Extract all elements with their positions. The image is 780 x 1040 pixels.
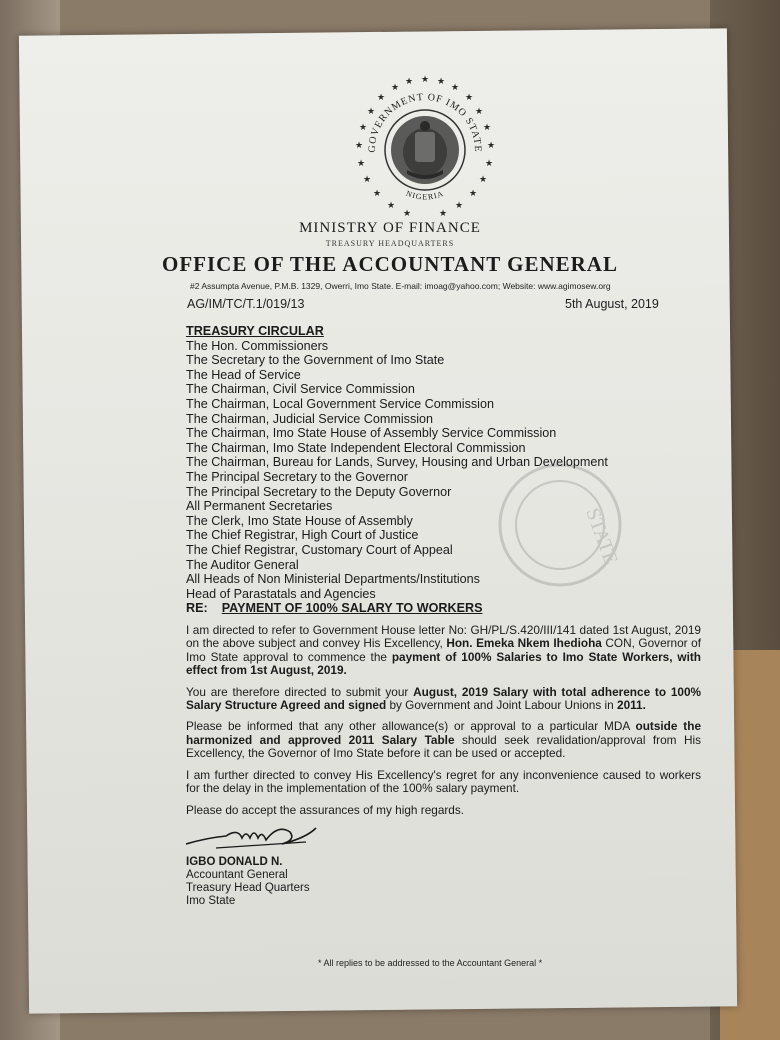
p1-text-a: I am directed to refer to Government House letter No: GH/PL/S.420/III/141 dated 1st August, 2019 on the above subject and convey His Excellency, <box>186 622 701 651</box>
svg-text:★: ★ <box>372 189 382 199</box>
closing-line: Please do accept the assurances of my high regards. <box>186 803 465 818</box>
svg-text:★: ★ <box>468 189 478 199</box>
subject-text: PAYMENT OF 100% SALARY TO WORKERS <box>221 601 483 616</box>
p3-salary-table: outside the harmonized and approved 2011 Salary Table <box>186 719 701 747</box>
addressee-item: The Chairman, Imo State House of Assembly Service Commission <box>186 426 557 441</box>
seal-ring-text-bottom: NIGERIA <box>404 188 446 202</box>
paragraph-3 <box>186 720 701 760</box>
seal-ring-text-top: GOVERNMENT OF IMO STATE <box>366 91 484 153</box>
svg-text:★: ★ <box>362 175 372 185</box>
svg-text:★: ★ <box>354 141 364 151</box>
addressee-list <box>186 339 701 602</box>
svg-text:★: ★ <box>386 201 396 211</box>
addressee-item: All Heads of Non Ministerial Departments/Institutions <box>186 572 480 587</box>
addressee-item: The Auditor General <box>186 557 299 572</box>
addressee-item: The Hon. Commissioners <box>186 338 329 353</box>
p2-text-a: You are therefore directed to submit your <box>186 684 414 699</box>
svg-text:NIGERIA <box>405 189 445 202</box>
signatory-office: Treasury Head Quarters <box>186 881 310 894</box>
addressee-item: The Head of Service <box>186 367 301 382</box>
paragraph-1 <box>186 624 701 678</box>
svg-text:★: ★ <box>474 107 484 117</box>
signature <box>186 818 701 856</box>
svg-text:★: ★ <box>450 83 460 93</box>
ministry-subtitle: TREASURY HEADQUARTERS <box>325 239 455 248</box>
svg-text:★: ★ <box>436 77 446 87</box>
signature-scribble-icon <box>186 818 326 856</box>
addressee-item: The Chief Registrar, High Court of Justice <box>186 528 419 543</box>
svg-text:★: ★ <box>464 93 474 103</box>
svg-text:★: ★ <box>376 93 386 103</box>
p2-text-c: by Government and Joint Labour Unions in <box>386 697 618 712</box>
svg-text:★: ★ <box>486 141 496 151</box>
ministry-name: MINISTRY OF FINANCE <box>299 220 481 236</box>
signatory-state: Imo State <box>186 894 236 907</box>
circular-body <box>186 324 701 908</box>
svg-text:★: ★ <box>356 159 366 169</box>
p1-approval: payment of 100% Salaries to Imo State Workers, with effect from 1st August, 2019. <box>186 649 701 678</box>
addressee-item: The Clerk, Imo State House of Assembly <box>186 513 413 528</box>
addressee-item: Head of Parastatals and Agencies <box>186 586 376 601</box>
addressee-item: The Chairman, Judicial Service Commission <box>186 411 434 426</box>
svg-text:★: ★ <box>366 107 376 117</box>
addressee-item: All Permanent Secretaries <box>186 499 333 514</box>
signatory-name: IGBO DONALD N. <box>186 855 283 868</box>
addressee-item: The Chief Registrar, Customary Court of Appeal <box>186 542 453 557</box>
svg-text:★: ★ <box>484 159 494 169</box>
office-address: #2 Assumpta Avenue, P.M.B. 1329, Owerri, Imo State. E-mail: imoag@yahoo.com; Website: www.agimosew.org <box>190 281 611 291</box>
letter-date: 5th August, 2019 <box>565 297 659 311</box>
addressee-item: The Secretary to the Government of Imo State <box>186 353 445 368</box>
svg-text:★: ★ <box>390 83 400 93</box>
p2-year: 2011. <box>617 697 646 712</box>
office-title: OFFICE OF THE ACCOUNTANT GENERAL <box>162 252 618 276</box>
p1-governor-name: Hon. Emeka Nkem Ihedioha <box>446 636 602 651</box>
svg-text:★: ★ <box>402 209 412 219</box>
svg-text:★: ★ <box>478 175 488 185</box>
subject-line <box>186 601 701 616</box>
p1-text-c: CON, Governor of Imo State approval to commence the <box>186 636 701 664</box>
svg-text:★: ★ <box>404 77 414 87</box>
addressee-item: The Chairman, Imo State Independent Electoral Commission <box>186 440 526 455</box>
addressee-item: The Chairman, Civil Service Commission <box>186 382 415 397</box>
paragraph-2 <box>186 686 701 713</box>
addressee-item: The Chairman, Bureau for Lands, Survey, Housing and Urban Development <box>186 455 608 470</box>
circular-heading: TREASURY CIRCULAR <box>186 324 324 338</box>
reference-number: AG/IM/TC/T.1/019/13 <box>187 297 305 311</box>
paragraph-4: I am further directed to convey His Excellency's regret for any inconvenience caused to workers for the delay in the implementation of the 100% salary payment. <box>186 767 701 795</box>
svg-text:★: ★ <box>420 75 430 85</box>
svg-text:★: ★ <box>482 123 492 133</box>
stamp-text: STATE <box>581 505 622 568</box>
svg-text:★: ★ <box>454 201 464 211</box>
p3-text-c: should seek revalidation/approval from His Excellency, the Governor of Imo State before it can be used or accepted. <box>186 732 701 761</box>
footer-note: * All replies to be addressed to the Accountant General * <box>318 958 543 968</box>
svg-text:★: ★ <box>358 123 368 133</box>
svg-text:★: ★ <box>438 209 448 219</box>
signatory-block <box>186 856 701 908</box>
p2-directive: August, 2019 Salary with total adherence to 100% Salary Structure Agreed and signed <box>186 684 701 712</box>
re-label: RE: <box>186 601 208 616</box>
p3-text-a: Please be informed that any other allowance(s) or approval to a particular MDA <box>186 719 636 734</box>
addressee-item: The Principal Secretary to the Governor <box>186 469 408 484</box>
addressee-item: The Principal Secretary to the Deputy Governor <box>186 484 452 499</box>
signatory-title: Accountant General <box>186 868 288 881</box>
addressee-item: The Chairman, Local Government Service Commission <box>186 396 494 411</box>
imo-state-seal-icon <box>345 70 505 230</box>
